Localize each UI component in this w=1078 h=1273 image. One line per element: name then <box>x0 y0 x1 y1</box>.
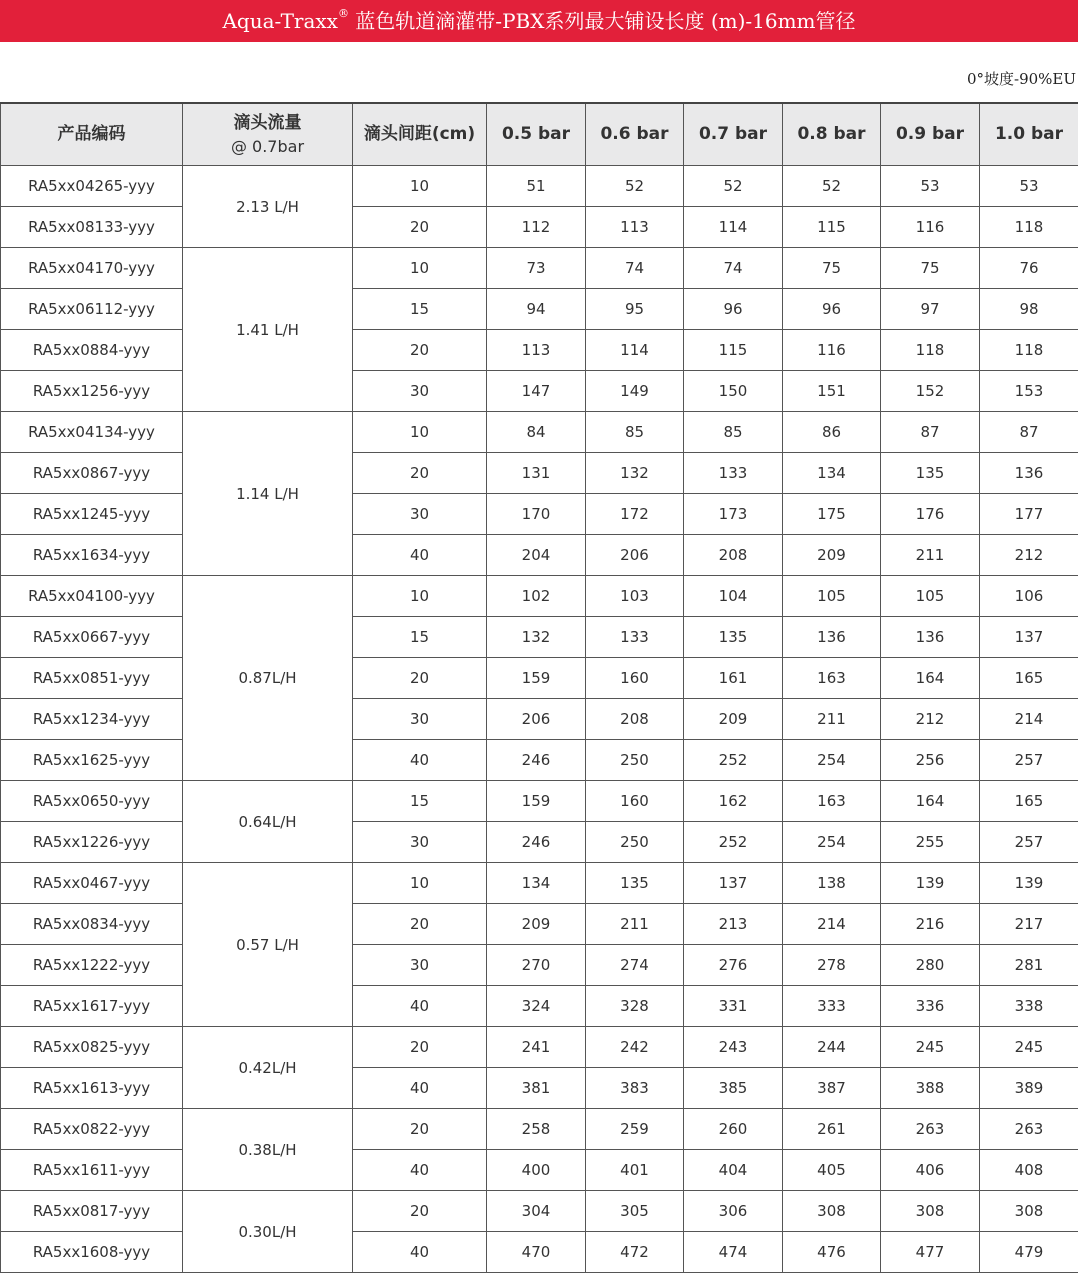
table-row <box>1 1109 1078 1150</box>
length-value-cell: 214 <box>980 699 1078 740</box>
spacing-cell: 30 <box>353 822 487 863</box>
table-row <box>1 207 1078 248</box>
length-value-cell: 245 <box>980 1027 1078 1068</box>
length-value-cell: 246 <box>487 740 586 781</box>
table-body <box>1 166 1078 1273</box>
length-value-cell: 206 <box>487 699 586 740</box>
length-value-cell: 305 <box>586 1191 684 1232</box>
length-value-cell: 261 <box>783 1109 881 1150</box>
length-value-cell: 388 <box>881 1068 980 1109</box>
length-value-cell: 135 <box>586 863 684 904</box>
length-value-cell: 250 <box>586 740 684 781</box>
flow-rate-cell: 2.13 L/H <box>183 166 353 248</box>
length-value-cell: 87 <box>980 412 1078 453</box>
length-value-cell: 211 <box>586 904 684 945</box>
spacing-cell: 10 <box>353 576 487 617</box>
table-row <box>1 986 1078 1027</box>
length-value-cell: 160 <box>586 658 684 699</box>
length-value-cell: 138 <box>783 863 881 904</box>
length-value-cell: 87 <box>881 412 980 453</box>
length-value-cell: 134 <box>487 863 586 904</box>
length-value-cell: 308 <box>783 1191 881 1232</box>
length-value-cell: 214 <box>783 904 881 945</box>
length-value-cell: 472 <box>586 1232 684 1273</box>
length-value-cell: 52 <box>783 166 881 207</box>
spacing-cell: 20 <box>353 207 487 248</box>
length-value-cell: 76 <box>980 248 1078 289</box>
table-row <box>1 1232 1078 1273</box>
length-value-cell: 116 <box>783 330 881 371</box>
product-code-cell: RA5xx0822-yyy <box>1 1109 183 1150</box>
length-value-cell: 170 <box>487 494 586 535</box>
length-value-cell: 74 <box>586 248 684 289</box>
spacing-cell: 40 <box>353 535 487 576</box>
product-code-cell: RA5xx1256-yyy <box>1 371 183 412</box>
length-value-cell: 113 <box>586 207 684 248</box>
length-value-cell: 479 <box>980 1232 1078 1273</box>
length-value-cell: 211 <box>783 699 881 740</box>
length-value-cell: 105 <box>783 576 881 617</box>
flow-rate-cell: 0.42L/H <box>183 1027 353 1109</box>
table-row <box>1 576 1078 617</box>
table-row <box>1 330 1078 371</box>
length-value-cell: 263 <box>980 1109 1078 1150</box>
length-value-cell: 85 <box>586 412 684 453</box>
table-row <box>1 699 1078 740</box>
length-value-cell: 139 <box>881 863 980 904</box>
length-value-cell: 474 <box>684 1232 783 1273</box>
table-row <box>1 822 1078 863</box>
length-value-cell: 139 <box>980 863 1078 904</box>
product-code-cell: RA5xx0667-yyy <box>1 617 183 658</box>
table-row <box>1 412 1078 453</box>
length-value-cell: 85 <box>684 412 783 453</box>
length-value-cell: 177 <box>980 494 1078 535</box>
flow-rate-cell: 0.57 L/H <box>183 863 353 1027</box>
header-pressure: 0.5 bar <box>487 103 586 166</box>
header-code: 产品编码 <box>1 103 183 166</box>
table-row <box>1 1191 1078 1232</box>
length-value-cell: 260 <box>684 1109 783 1150</box>
spacing-cell: 40 <box>353 1150 487 1191</box>
length-value-cell: 212 <box>881 699 980 740</box>
length-value-cell: 151 <box>783 371 881 412</box>
length-value-cell: 306 <box>684 1191 783 1232</box>
spacing-cell: 10 <box>353 412 487 453</box>
table-row <box>1 535 1078 576</box>
length-value-cell: 96 <box>684 289 783 330</box>
spacing-cell: 20 <box>353 1027 487 1068</box>
product-code-cell: RA5xx08133-yyy <box>1 207 183 248</box>
table-row <box>1 371 1078 412</box>
length-value-cell: 165 <box>980 658 1078 699</box>
length-value-cell: 118 <box>980 207 1078 248</box>
length-value-cell: 118 <box>881 330 980 371</box>
length-value-cell: 75 <box>783 248 881 289</box>
product-code-cell: RA5xx0834-yyy <box>1 904 183 945</box>
length-value-cell: 164 <box>881 781 980 822</box>
length-value-cell: 163 <box>783 658 881 699</box>
length-value-cell: 153 <box>980 371 1078 412</box>
header-pressure: 0.8 bar <box>783 103 881 166</box>
length-value-cell: 206 <box>586 535 684 576</box>
length-value-cell: 257 <box>980 822 1078 863</box>
table-row <box>1 863 1078 904</box>
table-row <box>1 289 1078 330</box>
product-code-cell: RA5xx1608-yyy <box>1 1232 183 1273</box>
table-row <box>1 945 1078 986</box>
length-value-cell: 255 <box>881 822 980 863</box>
product-code-cell: RA5xx04134-yyy <box>1 412 183 453</box>
spacing-cell: 15 <box>353 781 487 822</box>
title-banner <box>0 0 1078 42</box>
length-value-cell: 176 <box>881 494 980 535</box>
spacing-cell: 40 <box>353 740 487 781</box>
length-value-cell: 470 <box>487 1232 586 1273</box>
length-value-cell: 84 <box>487 412 586 453</box>
length-value-cell: 208 <box>586 699 684 740</box>
table-row <box>1 658 1078 699</box>
table-row <box>1 494 1078 535</box>
length-value-cell: 86 <box>783 412 881 453</box>
length-value-cell: 133 <box>684 453 783 494</box>
length-value-cell: 163 <box>783 781 881 822</box>
spacing-cell: 15 <box>353 617 487 658</box>
spacing-cell: 10 <box>353 863 487 904</box>
spacing-cell: 20 <box>353 904 487 945</box>
spacing-cell: 15 <box>353 289 487 330</box>
condition-note: 0°坡度-90%EU <box>967 68 1076 89</box>
length-value-cell: 149 <box>586 371 684 412</box>
length-value-cell: 241 <box>487 1027 586 1068</box>
product-code-cell: RA5xx0851-yyy <box>1 658 183 699</box>
length-value-cell: 105 <box>881 576 980 617</box>
spacing-cell: 30 <box>353 699 487 740</box>
length-value-cell: 280 <box>881 945 980 986</box>
header-flow-label: 滴头流量 <box>234 113 302 133</box>
header-row <box>1 103 1078 166</box>
length-value-cell: 336 <box>881 986 980 1027</box>
length-value-cell: 133 <box>586 617 684 658</box>
length-value-cell: 270 <box>487 945 586 986</box>
length-value-cell: 256 <box>881 740 980 781</box>
table-row <box>1 1027 1078 1068</box>
length-value-cell: 52 <box>586 166 684 207</box>
title-brand: Aqua-Traxx <box>222 9 337 33</box>
length-value-cell: 246 <box>487 822 586 863</box>
length-value-cell: 150 <box>684 371 783 412</box>
length-value-cell: 216 <box>881 904 980 945</box>
table-row <box>1 1150 1078 1191</box>
length-value-cell: 51 <box>487 166 586 207</box>
length-value-cell: 477 <box>881 1232 980 1273</box>
length-value-cell: 385 <box>684 1068 783 1109</box>
length-value-cell: 115 <box>684 330 783 371</box>
length-value-cell: 254 <box>783 822 881 863</box>
length-value-cell: 278 <box>783 945 881 986</box>
length-value-cell: 114 <box>684 207 783 248</box>
length-value-cell: 400 <box>487 1150 586 1191</box>
spacing-cell: 30 <box>353 945 487 986</box>
length-value-cell: 160 <box>586 781 684 822</box>
length-value-cell: 113 <box>487 330 586 371</box>
length-value-cell: 134 <box>783 453 881 494</box>
spacing-cell: 20 <box>353 453 487 494</box>
length-value-cell: 173 <box>684 494 783 535</box>
product-code-cell: RA5xx1625-yyy <box>1 740 183 781</box>
length-value-cell: 259 <box>586 1109 684 1150</box>
table-row <box>1 617 1078 658</box>
length-value-cell: 276 <box>684 945 783 986</box>
table-row <box>1 166 1078 207</box>
length-value-cell: 96 <box>783 289 881 330</box>
table-row <box>1 740 1078 781</box>
length-value-cell: 118 <box>980 330 1078 371</box>
length-value-cell: 164 <box>881 658 980 699</box>
length-value-cell: 405 <box>783 1150 881 1191</box>
length-value-cell: 257 <box>980 740 1078 781</box>
length-value-cell: 106 <box>980 576 1078 617</box>
length-value-cell: 209 <box>684 699 783 740</box>
flow-rate-cell: 0.64L/H <box>183 781 353 863</box>
product-code-cell: RA5xx0884-yyy <box>1 330 183 371</box>
length-value-cell: 328 <box>586 986 684 1027</box>
registered-mark: ® <box>338 7 349 20</box>
length-value-cell: 131 <box>487 453 586 494</box>
product-code-cell: RA5xx0825-yyy <box>1 1027 183 1068</box>
length-value-cell: 401 <box>586 1150 684 1191</box>
title-text: 蓝色轨道滴灌带-PBX系列最大铺设长度 (m)-16mm管径 <box>349 9 856 33</box>
length-value-cell: 217 <box>980 904 1078 945</box>
length-value-cell: 102 <box>487 576 586 617</box>
length-value-cell: 136 <box>783 617 881 658</box>
length-value-cell: 112 <box>487 207 586 248</box>
length-value-cell: 331 <box>684 986 783 1027</box>
length-value-cell: 94 <box>487 289 586 330</box>
length-value-cell: 97 <box>881 289 980 330</box>
spacing-cell: 40 <box>353 1068 487 1109</box>
length-value-cell: 389 <box>980 1068 1078 1109</box>
length-value-cell: 104 <box>684 576 783 617</box>
length-value-cell: 333 <box>783 986 881 1027</box>
length-value-cell: 208 <box>684 535 783 576</box>
length-value-cell: 137 <box>684 863 783 904</box>
length-value-cell: 162 <box>684 781 783 822</box>
product-code-cell: RA5xx0817-yyy <box>1 1191 183 1232</box>
length-value-cell: 52 <box>684 166 783 207</box>
length-value-cell: 274 <box>586 945 684 986</box>
length-value-cell: 75 <box>881 248 980 289</box>
length-value-cell: 175 <box>783 494 881 535</box>
product-code-cell: RA5xx06112-yyy <box>1 289 183 330</box>
header-flow-sub: @ 0.7bar <box>183 135 352 158</box>
length-value-cell: 136 <box>881 617 980 658</box>
flow-rate-cell: 1.41 L/H <box>183 248 353 412</box>
length-value-cell: 308 <box>980 1191 1078 1232</box>
length-value-cell: 98 <box>980 289 1078 330</box>
product-code-cell: RA5xx1234-yyy <box>1 699 183 740</box>
length-value-cell: 281 <box>980 945 1078 986</box>
length-value-cell: 116 <box>881 207 980 248</box>
length-value-cell: 137 <box>980 617 1078 658</box>
length-value-cell: 135 <box>881 453 980 494</box>
table-row <box>1 1068 1078 1109</box>
product-code-cell: RA5xx1617-yyy <box>1 986 183 1027</box>
product-code-cell: RA5xx0650-yyy <box>1 781 183 822</box>
spacing-cell: 40 <box>353 1232 487 1273</box>
flow-rate-cell: 0.30L/H <box>183 1191 353 1273</box>
spacing-cell: 10 <box>353 248 487 289</box>
length-value-cell: 209 <box>783 535 881 576</box>
length-value-cell: 252 <box>684 822 783 863</box>
length-value-cell: 95 <box>586 289 684 330</box>
length-value-cell: 211 <box>881 535 980 576</box>
table-row <box>1 248 1078 289</box>
length-value-cell: 406 <box>881 1150 980 1191</box>
length-value-cell: 115 <box>783 207 881 248</box>
product-code-cell: RA5xx04100-yyy <box>1 576 183 617</box>
length-value-cell: 135 <box>684 617 783 658</box>
length-value-cell: 165 <box>980 781 1078 822</box>
header-flow <box>183 103 353 166</box>
product-code-cell: RA5xx1634-yyy <box>1 535 183 576</box>
table-row <box>1 904 1078 945</box>
product-code-cell: RA5xx1222-yyy <box>1 945 183 986</box>
header-pressure: 1.0 bar <box>980 103 1078 166</box>
flow-rate-cell: 0.38L/H <box>183 1109 353 1191</box>
length-value-cell: 159 <box>487 781 586 822</box>
length-value-cell: 243 <box>684 1027 783 1068</box>
product-code-cell: RA5xx1245-yyy <box>1 494 183 535</box>
length-value-cell: 53 <box>881 166 980 207</box>
length-value-cell: 132 <box>586 453 684 494</box>
spacing-cell: 20 <box>353 330 487 371</box>
length-value-cell: 254 <box>783 740 881 781</box>
length-value-cell: 242 <box>586 1027 684 1068</box>
product-code-cell: RA5xx04265-yyy <box>1 166 183 207</box>
length-value-cell: 136 <box>980 453 1078 494</box>
header-pressure: 0.9 bar <box>881 103 980 166</box>
length-value-cell: 244 <box>783 1027 881 1068</box>
length-value-cell: 404 <box>684 1150 783 1191</box>
length-value-cell: 304 <box>487 1191 586 1232</box>
length-value-cell: 324 <box>487 986 586 1027</box>
length-value-cell: 147 <box>487 371 586 412</box>
length-value-cell: 212 <box>980 535 1078 576</box>
length-value-cell: 132 <box>487 617 586 658</box>
table-row <box>1 781 1078 822</box>
product-code-cell: RA5xx0867-yyy <box>1 453 183 494</box>
length-value-cell: 159 <box>487 658 586 699</box>
length-value-cell: 114 <box>586 330 684 371</box>
table-row <box>1 453 1078 494</box>
length-value-cell: 53 <box>980 166 1078 207</box>
spacing-cell: 20 <box>353 1191 487 1232</box>
header-pressure: 0.7 bar <box>684 103 783 166</box>
length-value-cell: 74 <box>684 248 783 289</box>
length-value-cell: 381 <box>487 1068 586 1109</box>
spacing-cell: 40 <box>353 986 487 1027</box>
product-code-cell: RA5xx0467-yyy <box>1 863 183 904</box>
length-value-cell: 152 <box>881 371 980 412</box>
flow-rate-cell: 0.87L/H <box>183 576 353 781</box>
spacing-cell: 30 <box>353 371 487 412</box>
header-pressure: 0.6 bar <box>586 103 684 166</box>
length-value-cell: 263 <box>881 1109 980 1150</box>
length-value-cell: 476 <box>783 1232 881 1273</box>
product-code-cell: RA5xx04170-yyy <box>1 248 183 289</box>
length-value-cell: 252 <box>684 740 783 781</box>
length-value-cell: 250 <box>586 822 684 863</box>
length-value-cell: 73 <box>487 248 586 289</box>
length-value-cell: 258 <box>487 1109 586 1150</box>
length-value-cell: 387 <box>783 1068 881 1109</box>
header-spacing: 滴头间距(cm) <box>353 103 487 166</box>
spacing-cell: 20 <box>353 658 487 699</box>
length-value-cell: 204 <box>487 535 586 576</box>
spacing-cell: 10 <box>353 166 487 207</box>
length-value-cell: 383 <box>586 1068 684 1109</box>
length-value-cell: 213 <box>684 904 783 945</box>
product-code-cell: RA5xx1613-yyy <box>1 1068 183 1109</box>
length-value-cell: 308 <box>881 1191 980 1232</box>
length-value-cell: 161 <box>684 658 783 699</box>
length-value-cell: 103 <box>586 576 684 617</box>
product-code-cell: RA5xx1226-yyy <box>1 822 183 863</box>
max-length-table <box>0 102 1078 1273</box>
length-value-cell: 408 <box>980 1150 1078 1191</box>
spacing-cell: 20 <box>353 1109 487 1150</box>
length-value-cell: 209 <box>487 904 586 945</box>
length-value-cell: 172 <box>586 494 684 535</box>
length-value-cell: 338 <box>980 986 1078 1027</box>
product-code-cell: RA5xx1611-yyy <box>1 1150 183 1191</box>
length-value-cell: 245 <box>881 1027 980 1068</box>
spacing-cell: 30 <box>353 494 487 535</box>
flow-rate-cell: 1.14 L/H <box>183 412 353 576</box>
